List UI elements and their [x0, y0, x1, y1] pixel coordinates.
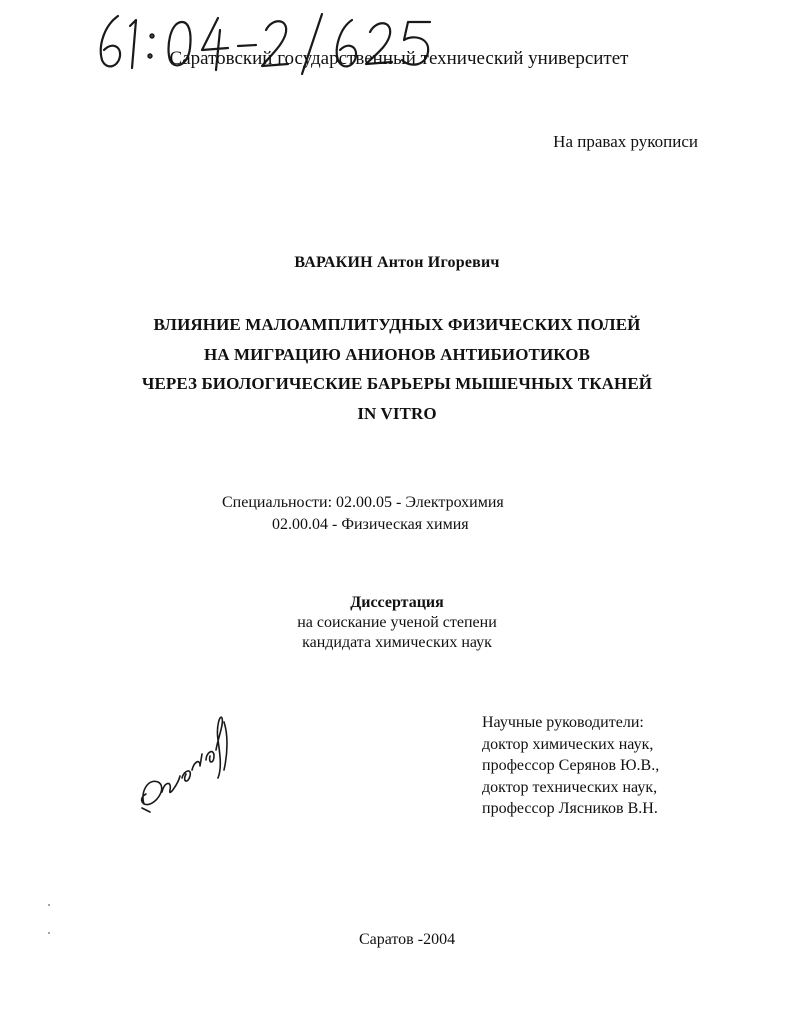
supervisors-heading: Научные руководители: — [482, 714, 644, 731]
degree-line: на соискание ученой степени — [297, 614, 497, 631]
degree-heading: Диссертация — [350, 594, 444, 611]
supervisor-line: профессор Серянов Ю.В., — [482, 757, 660, 774]
title-line: ВЛИЯНИЕ МАЛОАМПЛИТУДНЫХ ФИЗИЧЕСКИХ ПОЛЕЙ — [153, 315, 641, 334]
title-line: ЧЕРЕЗ БИОЛОГИЧЕСКИЕ БАРЬЕРЫ МЫШЕЧНЫХ ТКАНЕЙ — [141, 374, 653, 393]
supervisors-block — [482, 712, 659, 820]
specialty-line: 02.00.04 - Физическая химия — [272, 516, 469, 533]
rights-note: На правах рукописи — [553, 132, 698, 151]
author-name: ВАРАКИН Антон Игоревич — [294, 254, 500, 271]
supervisor-line: доктор химических наук, — [482, 735, 654, 753]
city-year: Саратов -2004 — [358, 931, 456, 948]
scan-speck — [48, 904, 50, 906]
degree-line: кандидата химических наук — [302, 634, 492, 651]
degree-block — [0, 593, 794, 653]
handwritten-signature — [128, 712, 238, 822]
supervisor-line: доктор технических наук, — [482, 778, 658, 796]
title-line: НА МИГРАЦИЮ АНИОНОВ АНТИБИОТИКОВ — [203, 344, 591, 364]
scan-speck — [48, 932, 50, 934]
supervisor-line: профессор Лясников В.Н. — [482, 800, 658, 817]
specialty-line: Специальности: 02.00.05 - Электрохимия — [222, 494, 504, 511]
specialty-block — [222, 492, 504, 536]
dissertation-title — [0, 310, 794, 428]
title-line: IN VITRO — [357, 403, 437, 423]
university-name: Саратовский государственный технический университет — [169, 48, 629, 69]
